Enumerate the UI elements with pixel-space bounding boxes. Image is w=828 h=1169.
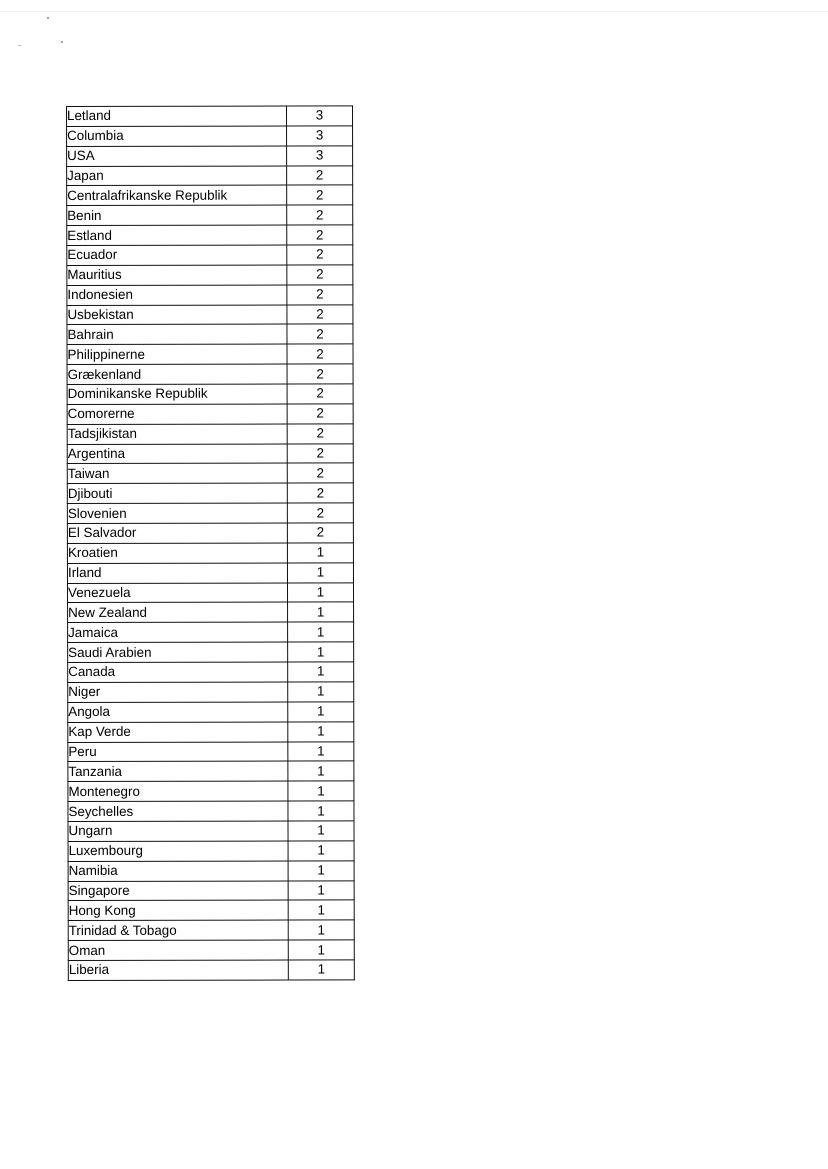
country-name-cell: Benin	[67, 205, 287, 225]
country-name-cell: Montenegro	[68, 781, 288, 801]
table-row	[67, 265, 353, 285]
count-cell: 2	[287, 523, 353, 543]
country-name-cell: Irland	[67, 563, 287, 583]
country-name-cell: Hong Kong	[68, 900, 288, 920]
table-row	[67, 523, 353, 543]
count-cell: 2	[287, 404, 353, 424]
country-name-cell: Grækenland	[67, 364, 287, 384]
count-cell: 1	[288, 920, 354, 940]
table-row	[68, 702, 354, 722]
count-cell: 2	[287, 503, 353, 523]
country-name-cell: Estland	[67, 225, 287, 245]
table-row	[67, 384, 353, 404]
country-name-cell: Canada	[68, 662, 288, 682]
country-name-cell: Niger	[68, 682, 288, 702]
country-name-cell: Letland	[67, 106, 287, 126]
table-row	[67, 205, 353, 225]
count-cell: 2	[287, 324, 353, 344]
count-cell: 3	[287, 146, 353, 166]
table-row	[67, 483, 353, 503]
count-cell: 1	[287, 543, 353, 563]
count-cell: 1	[288, 602, 354, 622]
count-cell: 2	[287, 205, 353, 225]
table-row	[67, 146, 353, 166]
country-name-cell: Kroatien	[67, 543, 287, 563]
country-name-cell: Philippinerne	[67, 344, 287, 364]
count-cell: 2	[287, 463, 353, 483]
table-row	[67, 543, 353, 563]
country-name-cell: Comorerne	[67, 404, 287, 424]
country-name-cell: Ungarn	[68, 821, 288, 841]
count-cell: 1	[288, 960, 354, 980]
count-cell: 1	[288, 741, 354, 761]
table-body	[67, 106, 355, 980]
country-name-cell: Japan	[67, 166, 287, 186]
country-name-cell: Luxembourg	[68, 841, 288, 861]
count-cell: 1	[288, 662, 354, 682]
count-cell: 1	[287, 583, 353, 603]
table-row	[68, 781, 354, 801]
country-name-cell: Bahrain	[67, 324, 287, 344]
table-row	[67, 126, 353, 146]
country-name-cell: Centralafrikanske Republik	[67, 185, 287, 205]
table-row	[68, 622, 354, 642]
count-cell: 1	[288, 622, 354, 642]
count-cell: 1	[288, 722, 354, 742]
table-row	[68, 900, 354, 920]
table-row	[67, 344, 353, 364]
table-row	[67, 225, 353, 245]
country-name-cell: Usbekistan	[67, 305, 287, 325]
table-row	[67, 364, 353, 384]
country-name-cell: Tadsjikistan	[67, 424, 287, 444]
table-row	[67, 463, 353, 483]
count-cell: 3	[287, 106, 353, 126]
country-name-cell: Peru	[68, 742, 288, 762]
table-row	[68, 642, 354, 662]
country-name-cell: Jamaica	[68, 622, 288, 642]
count-cell: 2	[287, 265, 353, 285]
scan-speck	[47, 17, 49, 19]
table-row	[67, 444, 353, 464]
table-row	[67, 304, 353, 324]
count-cell: 1	[288, 682, 354, 702]
table-row	[68, 662, 354, 682]
count-cell: 2	[287, 424, 353, 444]
count-cell: 2	[287, 285, 353, 305]
table-row	[67, 185, 353, 205]
country-name-cell: El Salvador	[67, 523, 287, 543]
country-name-cell: Saudi Arabien	[68, 642, 288, 662]
scan-top-line	[0, 11, 828, 12]
table-row	[67, 424, 353, 444]
country-name-cell: Singapore	[68, 881, 288, 901]
country-name-cell: Taiwan	[67, 464, 287, 484]
count-cell: 2	[287, 384, 353, 404]
count-cell: 2	[287, 185, 353, 205]
count-cell: 2	[287, 344, 353, 364]
table-row	[68, 920, 354, 940]
table-row	[68, 861, 354, 881]
country-name-cell: Namibia	[68, 861, 288, 881]
count-cell: 1	[288, 801, 354, 821]
table-row	[68, 821, 354, 841]
count-cell: 1	[288, 781, 354, 801]
table-row	[67, 563, 353, 583]
country-name-cell: Columbia	[67, 126, 287, 146]
count-cell: 1	[288, 861, 354, 881]
count-cell: 1	[288, 761, 354, 781]
table-row	[68, 940, 354, 960]
country-name-cell: Liberia	[68, 960, 288, 980]
count-cell: 2	[287, 483, 353, 503]
count-cell: 2	[287, 304, 353, 324]
scan-speck	[61, 41, 63, 43]
table-row	[68, 741, 354, 761]
country-name-cell: Dominikanske Republik	[67, 384, 287, 404]
count-cell: 1	[288, 880, 354, 900]
country-name-cell: Djibouti	[67, 483, 287, 503]
table-row	[68, 880, 354, 900]
country-name-cell: Venezuela	[67, 583, 287, 603]
country-name-cell: USA	[67, 146, 287, 166]
count-cell: 1	[288, 821, 354, 841]
table-row	[67, 324, 353, 344]
table-row	[67, 503, 353, 523]
table-row	[68, 722, 354, 742]
table-row	[67, 404, 353, 424]
count-cell: 1	[288, 702, 354, 722]
country-name-cell: Trinidad & Tobago	[68, 920, 288, 940]
country-name-cell: Slovenien	[67, 503, 287, 523]
count-cell: 1	[287, 563, 353, 583]
country-name-cell: Ecuador	[67, 245, 287, 265]
count-cell: 1	[288, 900, 354, 920]
count-cell: 3	[287, 126, 353, 146]
country-name-cell: Argentina	[67, 444, 287, 464]
country-count-table	[66, 105, 355, 980]
count-cell: 1	[288, 642, 354, 662]
table-row	[68, 682, 354, 702]
country-name-cell: Mauritius	[67, 265, 287, 285]
country-name-cell: Tanzania	[68, 761, 288, 781]
table-row	[67, 106, 353, 126]
count-cell: 2	[287, 245, 353, 265]
table-row	[67, 583, 353, 603]
count-cell: 2	[287, 225, 353, 245]
table-row	[68, 761, 354, 781]
count-cell: 1	[288, 940, 354, 960]
scan-speck	[18, 45, 21, 46]
table-row	[68, 801, 354, 821]
country-name-cell: Angola	[68, 702, 288, 722]
country-name-cell: Indonesien	[67, 285, 287, 305]
count-cell: 2	[287, 444, 353, 464]
country-name-cell: Oman	[68, 940, 288, 960]
count-cell: 2	[287, 165, 353, 185]
table-row	[67, 165, 353, 185]
table-row	[68, 960, 354, 980]
country-name-cell: New Zealand	[68, 603, 288, 623]
table-row	[68, 602, 354, 622]
table-row	[67, 245, 353, 265]
count-cell: 1	[288, 841, 354, 861]
country-name-cell: Seychelles	[68, 801, 288, 821]
count-cell: 2	[287, 364, 353, 384]
table-row	[68, 841, 354, 861]
country-name-cell: Kap Verde	[68, 722, 288, 742]
table-row	[67, 285, 353, 305]
